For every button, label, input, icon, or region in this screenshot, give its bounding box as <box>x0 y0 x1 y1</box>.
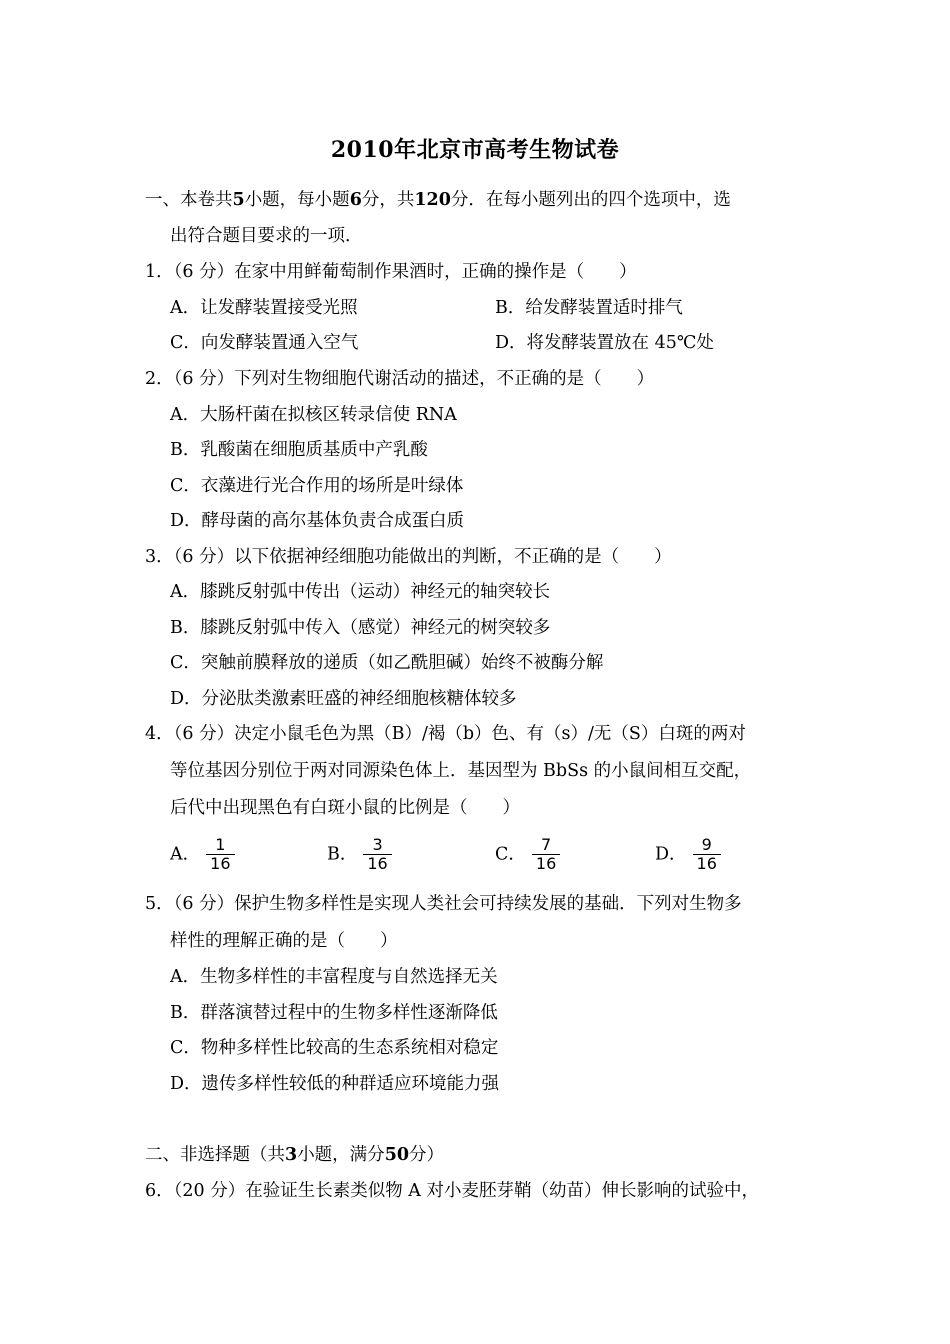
question-3-option-d: D．分泌肽类激素旺盛的神经细胞核糖体较多 <box>170 689 517 709</box>
title-year: 2010 <box>330 137 395 163</box>
question-4-option-c: C． $\frac{7}{16}$ <box>495 836 560 873</box>
question-3-stem: 3．（6 分）以下依据神经细胞功能做出的判断，不正确的是（ ） <box>145 547 672 567</box>
fraction: $\frac{3}{16}$ <box>363 836 391 873</box>
question-1-stem: 1．（6 分）在家中用鲜葡萄制作果酒时，正确的操作是（ ） <box>145 262 637 282</box>
question-1-option-a: A．让发酵装置接受光照 <box>170 298 358 318</box>
question-1-option-c: C．向发酵装置通入空气 <box>170 333 359 353</box>
question-4-stem-line2: 等位基因分别位于两对同源染色体上．基因型为 BbSs 的小鼠间相互交配， <box>170 761 752 781</box>
question-2-stem: 2．（6 分）下列对生物细胞代谢活动的描述，不正确的是（ ） <box>145 369 655 389</box>
question-5-option-b: B．群落演替过程中的生物多样性逐渐降低 <box>170 1003 498 1023</box>
question-3-option-b: B．膝跳反射弧中传入（感觉）神经元的树突较多 <box>170 618 551 638</box>
question-6-stem-line1: 6．（20 分）在验证生长素类似物 A 对小麦胚芽鞘（幼苗）伸长影响的试验中， <box>145 1181 759 1201</box>
question-1-option-b: B．给发酵装置适时排气 <box>495 298 683 318</box>
fraction: $\frac{9}{16}$ <box>693 836 721 873</box>
question-4-option-d: D． $\frac{9}{16}$ <box>655 836 721 873</box>
page-title <box>0 133 950 164</box>
question-4-stem-line3: 后代中出现黑色有白斑小鼠的比例是（ ） <box>170 798 520 818</box>
section2-heading: 二、非选择题（共3小题，满分50分） <box>145 1145 445 1165</box>
question-5-stem-line1: 5．（6 分）保护生物多样性是实现人类社会可持续发展的基础．下列对生物多 <box>145 894 742 914</box>
question-2-option-c: C．衣藻进行光合作用的场所是叶绿体 <box>170 476 464 496</box>
question-4-stem-line1: 4．（6 分）决定小鼠毛色为黑（B）/褐（b）色、有（s）/无（S）白斑的两对 <box>145 724 746 744</box>
question-4-option-a: A． $\frac{1}{16}$ <box>170 836 235 873</box>
question-3-option-a: A．膝跳反射弧中传出（运动）神经元的轴突较长 <box>170 582 551 602</box>
question-5-option-a: A．生物多样性的丰富程度与自然选择无关 <box>170 967 498 987</box>
question-3-option-c: C．突触前膜释放的递质（如乙酰胆碱）始终不被酶分解 <box>170 653 604 673</box>
fraction: $\frac{7}{16}$ <box>532 836 560 873</box>
question-2-option-b: B．乳酸菌在细胞质基质中产乳酸 <box>170 440 428 460</box>
question-5-option-c: C．物种多样性比较高的生态系统相对稳定 <box>170 1038 499 1058</box>
section1-instruction-line1: 一、本卷共5小题，每小题6分，共120分．在每小题列出的四个选项中，选 <box>145 190 731 210</box>
question-2-option-d: D．酵母菌的高尔基体负责合成蛋白质 <box>170 511 465 531</box>
question-5-option-d: D．遗传多样性较低的种群适应环境能力强 <box>170 1074 500 1094</box>
section1-instruction-line2: 出符合题目要求的一项． <box>170 226 363 246</box>
title-text: 年北京市高考生物试卷 <box>394 137 620 163</box>
question-1-option-d: D．将发酵装置放在 45℃处 <box>495 333 714 353</box>
question-2-option-a: A．大肠杆菌在拟核区转录信使 RNA <box>170 405 457 425</box>
fraction: $\frac{1}{16}$ <box>206 836 234 873</box>
question-5-stem-line2: 样性的理解正确的是（ ） <box>170 931 398 951</box>
question-4-option-b: B． $\frac{3}{16}$ <box>327 836 392 873</box>
